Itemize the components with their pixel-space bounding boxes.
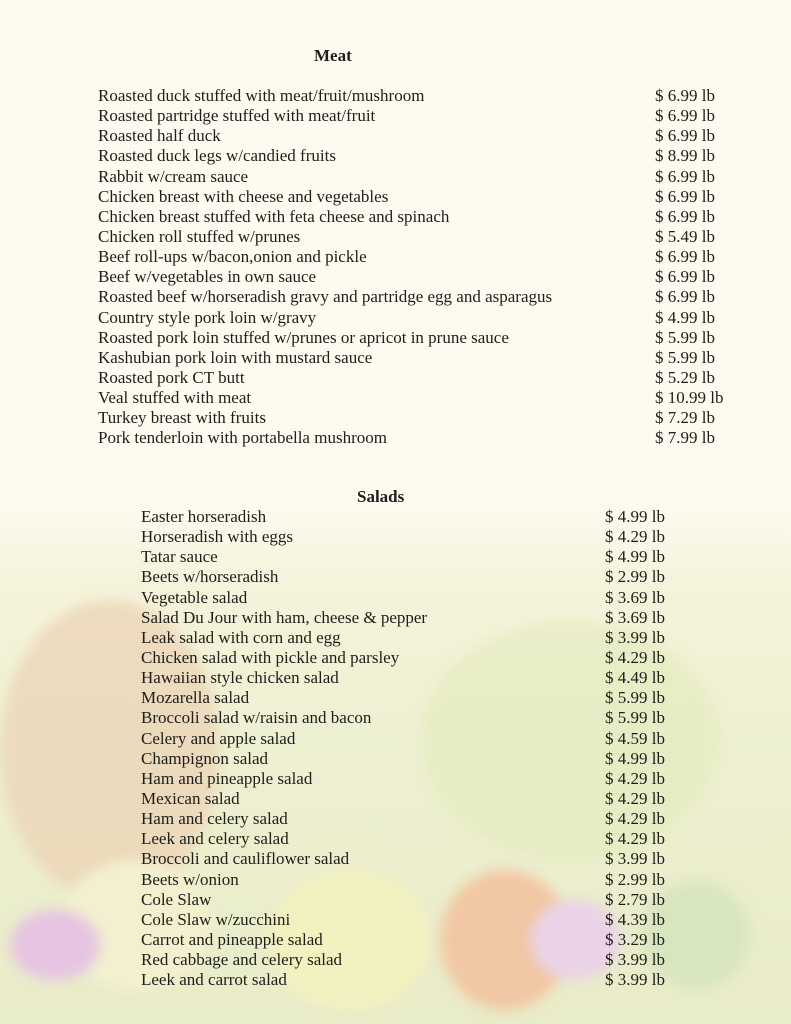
menu-item	[98, 187, 738, 207]
menu-item	[141, 547, 681, 567]
menu-item-price: $ 6.99 lb	[655, 247, 715, 267]
menu-item	[141, 789, 681, 809]
menu-item	[98, 428, 738, 448]
menu-item	[98, 247, 738, 267]
menu-item-name: Country style pork loin w/gravy	[98, 307, 317, 327]
menu-item-name: Leek and carrot salad	[141, 970, 287, 990]
menu-item	[141, 930, 681, 950]
menu-item-price: $ 10.99 lb	[655, 388, 724, 408]
menu-item-price: $ 3.99 lb	[605, 627, 665, 647]
menu-item	[141, 910, 681, 930]
menu-item	[141, 527, 681, 547]
menu-item-price: $ 3.99 lb	[605, 970, 665, 990]
menu-item-name: Beef w/vegetables in own sauce	[98, 267, 317, 287]
menu-item-price: $ 4.49 lb	[605, 668, 665, 688]
menu-item-name: Beef roll-ups w/bacon,onion and pickle	[98, 247, 367, 267]
menu-item	[98, 167, 738, 187]
menu-item-name: Leak salad with corn and egg	[141, 627, 341, 647]
menu-item-name: Carrot and pineapple salad	[141, 929, 323, 949]
menu-item-price: $ 4.29 lb	[605, 647, 665, 667]
menu-item	[141, 970, 681, 990]
menu-item-name: Hawaiian style chicken salad	[141, 668, 339, 688]
menu-item	[98, 146, 738, 166]
menu-item-price: $ 5.99 lb	[605, 708, 665, 728]
menu-item-name: Roasted pork loin stuffed w/prunes or apricot in prune sauce	[98, 327, 509, 347]
menu-item-price: $ 5.29 lb	[655, 367, 715, 387]
menu-item-price: $ 6.99 lb	[655, 206, 715, 226]
menu-item	[141, 567, 681, 587]
menu-item-price: $ 2.99 lb	[605, 567, 665, 587]
menu-item-price: $ 3.69 lb	[605, 607, 665, 627]
menu-item-price: $ 4.29 lb	[605, 768, 665, 788]
menu-item	[141, 829, 681, 849]
menu-item-name: Tatar sauce	[141, 547, 218, 567]
menu-item-price: $ 4.29 lb	[605, 829, 665, 849]
flower-shape	[10, 910, 100, 980]
menu-item	[141, 668, 681, 688]
menu-item	[98, 328, 738, 348]
menu-item	[141, 749, 681, 769]
menu-item	[98, 308, 738, 328]
meat-section-title: Meat	[314, 46, 352, 65]
menu-item-name: Ham and pineapple salad	[141, 768, 313, 788]
menu-item-name: Ham and celery salad	[141, 809, 288, 829]
menu-item	[141, 849, 681, 869]
menu-item-price: $ 6.99 lb	[655, 267, 715, 287]
menu-item	[98, 408, 738, 428]
menu-item-name: Roasted pork CT butt	[98, 367, 245, 387]
menu-item-name: Celery and apple salad	[141, 728, 296, 748]
menu-item-name: Cole Slaw	[141, 889, 212, 909]
menu-item	[98, 227, 738, 247]
menu-item-price: $ 6.99 lb	[655, 126, 715, 146]
menu-item-price: $ 8.99 lb	[655, 146, 715, 166]
menu-item-name: Easter horseradish	[141, 507, 267, 526]
menu-item-name: Cole Slaw w/zucchini	[141, 909, 291, 929]
menu-item-price: $ 4.29 lb	[605, 809, 665, 829]
salads-section-title: Salads	[357, 487, 405, 506]
menu-item-price: $ 2.79 lb	[605, 889, 665, 909]
menu-item-price: $ 4.99 lb	[605, 547, 665, 567]
menu-item-price: $ 7.99 lb	[655, 428, 715, 448]
menu-item-price: $ 2.99 lb	[605, 869, 665, 889]
menu-item-name: Veal stuffed with meat	[98, 388, 252, 408]
menu-item	[98, 126, 738, 146]
menu-item-price: $ 5.99 lb	[655, 327, 715, 347]
menu-item-name: Champignon salad	[141, 748, 269, 768]
menu-item-name: Roasted half duck	[98, 126, 221, 146]
menu-item	[141, 648, 681, 668]
menu-item-name: Broccoli salad w/raisin and bacon	[141, 708, 372, 728]
menu-item	[98, 287, 738, 307]
menu-item-name: Turkey breast with fruits	[98, 408, 266, 428]
salads-menu-list	[141, 507, 681, 990]
menu-item-name: Chicken breast stuffed with feta cheese and spinach	[98, 206, 450, 226]
menu-item-price: $ 6.99 lb	[655, 166, 715, 186]
menu-item	[141, 507, 681, 527]
menu-item	[98, 368, 738, 388]
menu-item	[141, 708, 681, 728]
menu-item-name: Salad Du Jour with ham, cheese & pepper	[141, 607, 428, 627]
menu-item-name: Roasted beef w/horseradish gravy and partridge egg and asparagus	[98, 287, 553, 307]
menu-item-name: Chicken salad with pickle and parsley	[141, 647, 400, 667]
menu-item-price: $ 4.99 lb	[605, 507, 665, 526]
menu-item-price: $ 3.99 lb	[605, 849, 665, 869]
menu-item-name: Mozarella salad	[141, 688, 250, 708]
menu-item-price: $ 5.49 lb	[655, 226, 715, 246]
meat-menu-list	[98, 86, 738, 449]
menu-item	[98, 207, 738, 227]
menu-item-name: Rabbit w/cream sauce	[98, 166, 249, 186]
menu-item	[141, 870, 681, 890]
menu-item-name: Mexican salad	[141, 788, 240, 808]
menu-item-name: Beets w/onion	[141, 869, 239, 889]
menu-item-name: Vegetable salad	[141, 587, 248, 607]
menu-item-name: Broccoli and cauliflower salad	[141, 849, 350, 869]
menu-item-price: $ 3.29 lb	[605, 929, 665, 949]
menu-item	[141, 809, 681, 829]
menu-item	[98, 86, 738, 106]
menu-item-price: $ 6.99 lb	[655, 106, 715, 126]
menu-item	[141, 628, 681, 648]
menu-item-name: Roasted partridge stuffed with meat/fruit	[98, 106, 376, 126]
menu-item-name: Leek and celery salad	[141, 829, 289, 849]
menu-item-price: $ 4.29 lb	[605, 527, 665, 547]
menu-item	[98, 106, 738, 126]
menu-item-name: Kashubian pork loin with mustard sauce	[98, 347, 373, 367]
menu-item-price: $ 5.99 lb	[605, 688, 665, 708]
menu-item-name: Chicken roll stuffed w/prunes	[98, 226, 301, 246]
menu-item	[98, 388, 738, 408]
menu-item-price: $ 6.99 lb	[655, 287, 715, 307]
menu-item-name: Roasted duck stuffed with meat/fruit/mushroom	[98, 86, 425, 105]
menu-item-name: Pork tenderloin with portabella mushroom	[98, 428, 387, 448]
menu-item-price: $ 6.99 lb	[655, 86, 715, 105]
menu-item-name: Roasted duck legs w/candied fruits	[98, 146, 336, 166]
menu-item	[141, 769, 681, 789]
menu-item-price: $ 5.99 lb	[655, 347, 715, 367]
menu-item-price: $ 4.29 lb	[605, 788, 665, 808]
menu-item-price: $ 4.39 lb	[605, 909, 665, 929]
menu-item-price: $ 6.99 lb	[655, 186, 715, 206]
menu-item	[98, 267, 738, 287]
menu-item-name: Chicken breast with cheese and vegetables	[98, 186, 389, 206]
menu-item-name: Horseradish with eggs	[141, 527, 294, 547]
menu-item	[141, 688, 681, 708]
menu-item-price: $ 7.29 lb	[655, 408, 715, 428]
menu-item	[141, 890, 681, 910]
menu-item-price: $ 4.99 lb	[605, 748, 665, 768]
menu-item	[141, 950, 681, 970]
menu-item-price: $ 4.59 lb	[605, 728, 665, 748]
menu-item-price: $ 3.99 lb	[605, 950, 665, 970]
menu-item-price: $ 4.99 lb	[655, 307, 715, 327]
menu-item-name: Beets w/horseradish	[141, 567, 279, 587]
menu-item	[141, 608, 681, 628]
menu-item	[141, 588, 681, 608]
menu-item	[141, 729, 681, 749]
menu-item-price: $ 3.69 lb	[605, 587, 665, 607]
menu-item-name: Red cabbage and celery salad	[141, 950, 343, 970]
menu-item	[98, 348, 738, 368]
